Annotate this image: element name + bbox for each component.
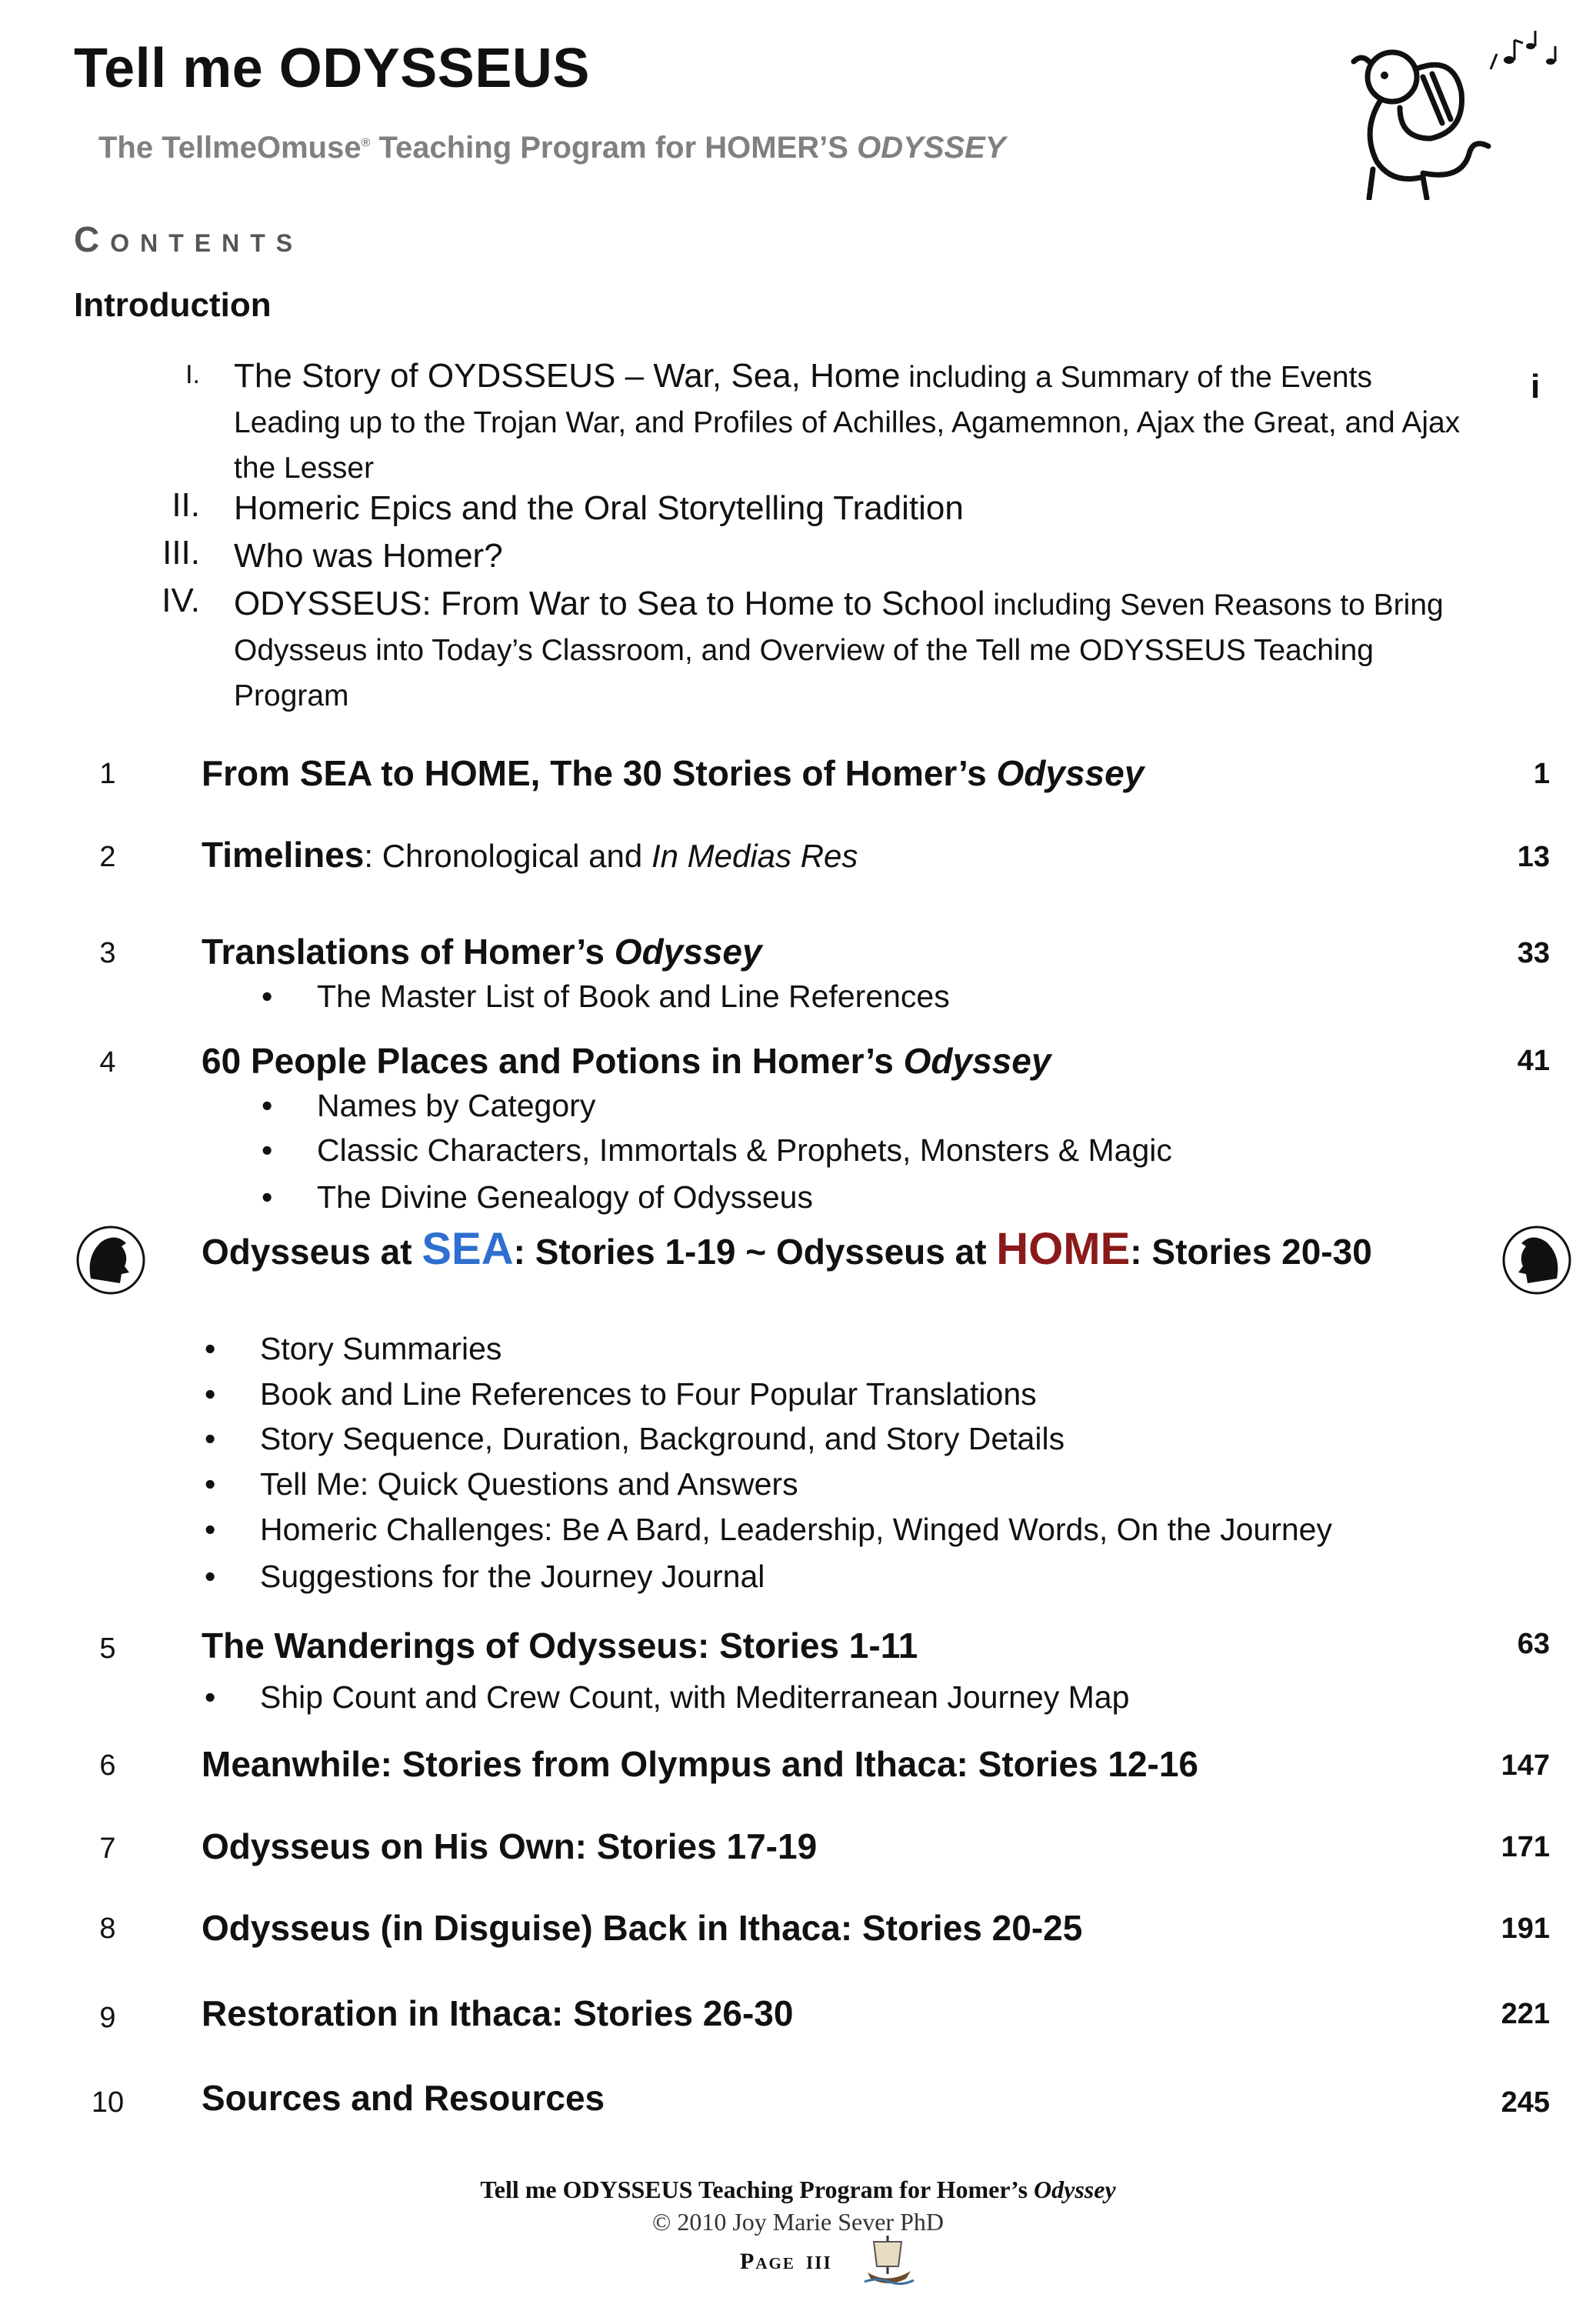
chapter-title: The Wanderings of Odysseus: Stories 1-11 bbox=[202, 1626, 918, 1666]
chapter-number: 7 bbox=[99, 1832, 116, 1865]
warrior-helmet-icon bbox=[75, 1225, 146, 1296]
intro-page-number: i bbox=[1531, 368, 1541, 405]
chapter-page: 191 bbox=[1501, 1912, 1550, 1945]
chapter-title: From SEA to HOME, The 30 Stories of Homer’s Odyssey bbox=[202, 753, 1145, 793]
chapter-title: Odysseus (in Disguise) Back in Ithaca: Stories 20-25 bbox=[202, 1908, 1083, 1948]
footer-page-number: Page iii bbox=[740, 2246, 832, 2275]
bullet-item: • Suggestions for the Journey Journal bbox=[205, 1559, 765, 1594]
introduction-heading: Introduction bbox=[74, 286, 272, 324]
intro-item: ODYSSEUS: From War to Sea to Home to School including Seven Reasons to Bring Odysseus into Today’s Classroom, and Overview of the Tell me ODYSSEUS Teaching Program bbox=[234, 585, 1444, 712]
chapter-page: 13 bbox=[1517, 841, 1550, 873]
document-subtitle: The TellmeOmuse® Teaching Program for HOMER’S ODYSSEY bbox=[98, 131, 1006, 165]
contents-heading: Contents bbox=[74, 219, 304, 259]
chapter-number: 4 bbox=[99, 1046, 116, 1079]
sea-home-title: Odysseus at SEA: Stories 1-19 ~ Odysseus at HOME: Stories 20-30 bbox=[202, 1224, 1372, 1274]
intro-item: The Story of OYDSSEUS – War, Sea, Home including a Summary of the Events Leading up to the Trojan War, and Profiles of Achilles, Agamemnon, Ajax the Great, and Ajax the Lesser bbox=[234, 357, 1461, 485]
bullet-item: • The Master List of Book and Line References bbox=[262, 979, 950, 1014]
bullet-item: • The Divine Genealogy of Odysseus bbox=[262, 1179, 813, 1215]
chapter-title: Restoration in Ithaca: Stories 26-30 bbox=[202, 1993, 794, 2033]
chapter-page: 147 bbox=[1501, 1749, 1550, 1782]
footer-program-title: Tell me ODYSSEUS Teaching Program for Homer’s Odyssey bbox=[480, 2176, 1116, 2203]
chapter-number: 6 bbox=[99, 1749, 116, 1782]
footer-copyright: © 2010 Joy Marie Sever PhD bbox=[652, 2208, 944, 2236]
chapter-number: 9 bbox=[99, 2002, 116, 2034]
intro-numeral: III. bbox=[162, 534, 200, 572]
intro-numeral: II. bbox=[172, 486, 200, 524]
chapter-page: 41 bbox=[1517, 1045, 1550, 1077]
intro-numeral: IV. bbox=[162, 582, 200, 619]
chapter-number: 3 bbox=[99, 937, 116, 969]
chapter-title: Translations of Homer’s Odyssey bbox=[202, 932, 762, 972]
ship-icon bbox=[861, 2228, 915, 2289]
chapter-number: 1 bbox=[99, 758, 116, 790]
intro-item: Who was Homer? bbox=[234, 537, 503, 575]
chapter-page: 1 bbox=[1533, 758, 1550, 790]
document-title: Tell me ODYSSEUS bbox=[74, 38, 590, 99]
chapter-page: 63 bbox=[1517, 1628, 1550, 1660]
chapter-number: 2 bbox=[99, 841, 116, 873]
bullet-item: • Story Summaries bbox=[205, 1331, 502, 1366]
bullet-item: • Classic Characters, Immortals & Prophets, Monsters & Magic bbox=[262, 1132, 1172, 1168]
chapter-page: 221 bbox=[1501, 1998, 1550, 2030]
chapter-title: Odysseus on His Own: Stories 17-19 bbox=[202, 1826, 818, 1866]
bullet-item: • Tell Me: Quick Questions and Answers bbox=[205, 1466, 798, 1502]
chapter-title: Sources and Resources bbox=[202, 2078, 605, 2118]
chapter-page: 245 bbox=[1501, 2086, 1550, 2119]
chapter-page: 171 bbox=[1501, 1831, 1550, 1863]
chapter-number: 8 bbox=[99, 1912, 116, 1945]
bullet-item: • Story Sequence, Duration, Background, and Story Details bbox=[205, 1421, 1065, 1456]
chapter-title: 60 People Places and Potions in Homer’s Odyssey bbox=[202, 1041, 1051, 1081]
muse-lyre-icon bbox=[1308, 23, 1561, 200]
chapter-page: 33 bbox=[1517, 937, 1550, 969]
bullet-item: • Book and Line References to Four Popular Translations bbox=[205, 1376, 1037, 1412]
warrior-helmet-icon bbox=[1501, 1225, 1572, 1296]
chapter-number: 10 bbox=[91, 2086, 125, 2119]
intro-item: Homeric Epics and the Oral Storytelling Tradition bbox=[234, 489, 964, 527]
chapter-title: Timelines: Chronological and In Medias Res bbox=[202, 835, 858, 875]
bullet-item: • Ship Count and Crew Count, with Mediterranean Journey Map bbox=[205, 1679, 1130, 1715]
bullet-item: • Homeric Challenges: Be A Bard, Leadership, Winged Words, On the Journey bbox=[205, 1512, 1332, 1547]
intro-numeral: I. bbox=[185, 360, 200, 389]
chapter-number: 5 bbox=[99, 1632, 116, 1665]
bullet-item: • Names by Category bbox=[262, 1088, 596, 1123]
chapter-title: Meanwhile: Stories from Olympus and Ithaca: Stories 12-16 bbox=[202, 1744, 1199, 1784]
